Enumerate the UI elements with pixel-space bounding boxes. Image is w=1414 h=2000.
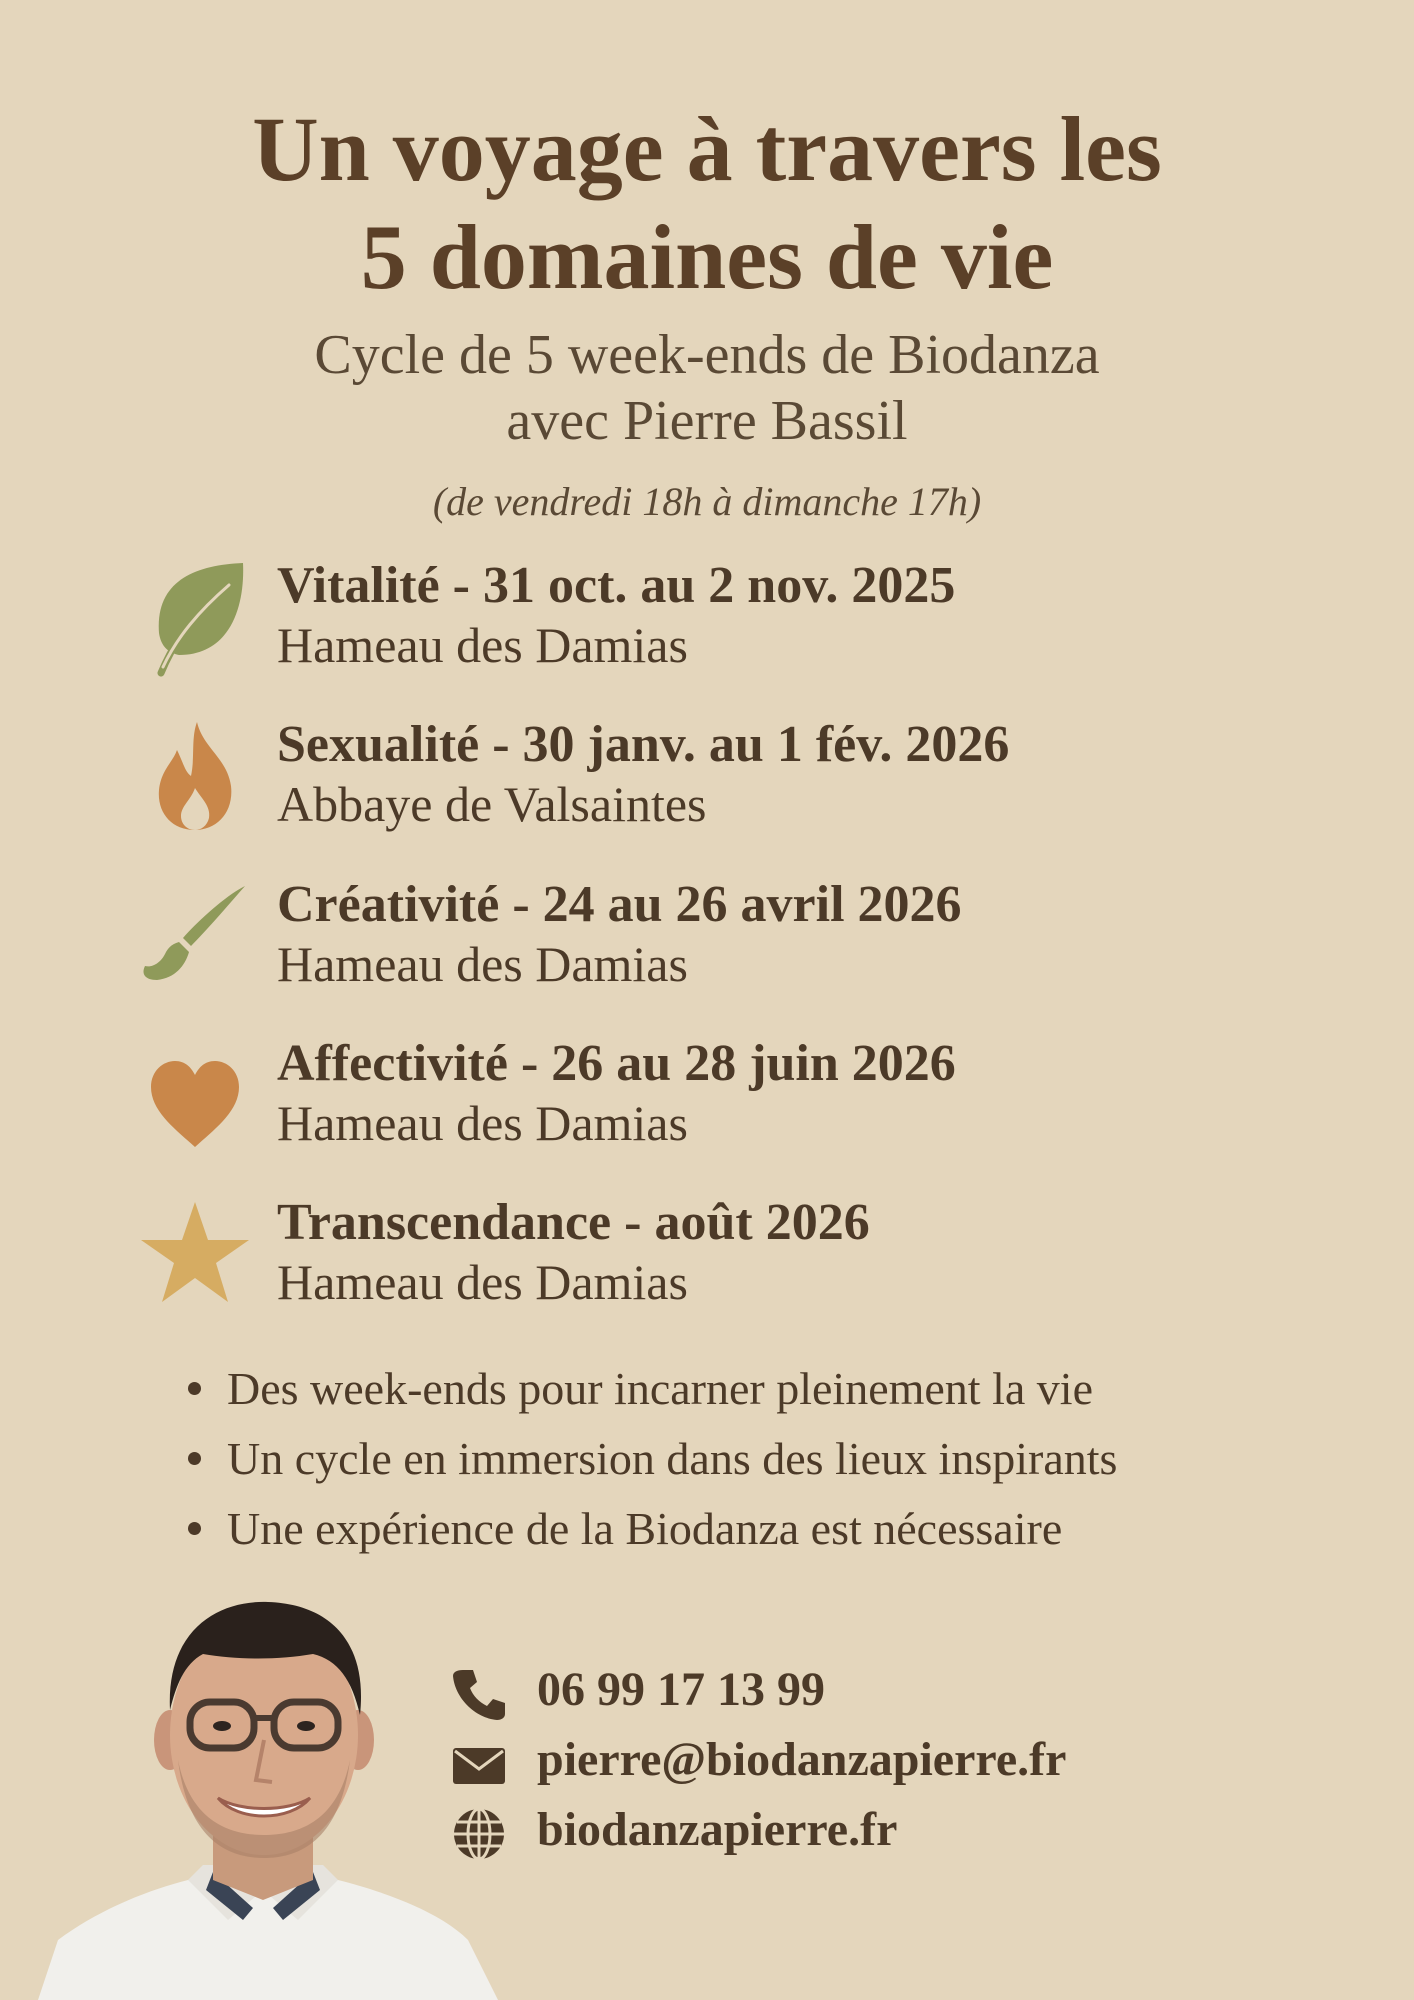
contact-website[interactable]	[445, 1796, 1345, 1866]
list-item: Une expérience de la Biodanza est nécessaire	[230, 1494, 1350, 1564]
event-item-affectivite	[0, 1033, 1414, 1163]
heart-icon	[135, 1033, 261, 1159]
event-location: Hameau des Damias	[277, 1095, 688, 1151]
title-line-2: 5 domaines de vie	[360, 206, 1054, 308]
paintbrush-icon	[135, 874, 261, 1000]
event-item-creativite	[0, 874, 1414, 1004]
star-icon	[135, 1192, 261, 1318]
page-title	[0, 95, 1414, 311]
event-location: Hameau des Damias	[277, 936, 688, 992]
mail-icon	[451, 1736, 507, 1792]
list-item: Des week-ends pour incarner pleinement la vie	[230, 1354, 1350, 1424]
contact-phone[interactable]	[445, 1656, 1345, 1726]
schedule-note: (de vendredi 18h à dimanche 17h)	[432, 479, 982, 524]
event-title: Vitalité - 31 oct. au 2 nov. 2025	[277, 557, 956, 614]
event-item-sexualite	[0, 714, 1414, 844]
event-title: Sexualité - 30 janv. au 1 fév. 2026	[277, 716, 1010, 773]
event-item-transcendance	[0, 1192, 1414, 1322]
event-location: Abbaye de Valsaintes	[277, 776, 707, 832]
event-title: Affectivité - 26 au 28 juin 2026	[277, 1035, 956, 1092]
event-location: Hameau des Damias	[277, 617, 688, 673]
phone-number: 06 99 17 13 99	[537, 1663, 825, 1716]
list-item: Un cycle en immersion dans des lieux inspirants	[230, 1424, 1350, 1494]
website-url: biodanzapierre.fr	[537, 1803, 898, 1856]
event-title: Créativité - 24 au 26 avril 2026	[277, 876, 962, 933]
subtitle-line-1: Cycle de 5 week-ends de Biodanza	[314, 324, 1100, 386]
contact-email[interactable]	[445, 1726, 1345, 1796]
phone-icon	[451, 1666, 507, 1722]
subtitle	[0, 322, 1414, 454]
leaf-icon	[135, 555, 261, 681]
title-line-1: Un voyage à travers les	[252, 98, 1162, 200]
features-list	[227, 1354, 1350, 1564]
subtitle-line-2: avec Pierre Bassil	[506, 390, 908, 452]
portrait-photo	[38, 1590, 498, 2000]
event-title: Transcendance - août 2026	[277, 1194, 870, 1251]
event-location: Hameau des Damias	[277, 1254, 688, 1310]
email-address: pierre@biodanzapierre.fr	[537, 1733, 1067, 1786]
event-item-vitalite	[0, 555, 1414, 685]
globe-icon	[451, 1806, 507, 1862]
flame-icon	[135, 714, 261, 840]
